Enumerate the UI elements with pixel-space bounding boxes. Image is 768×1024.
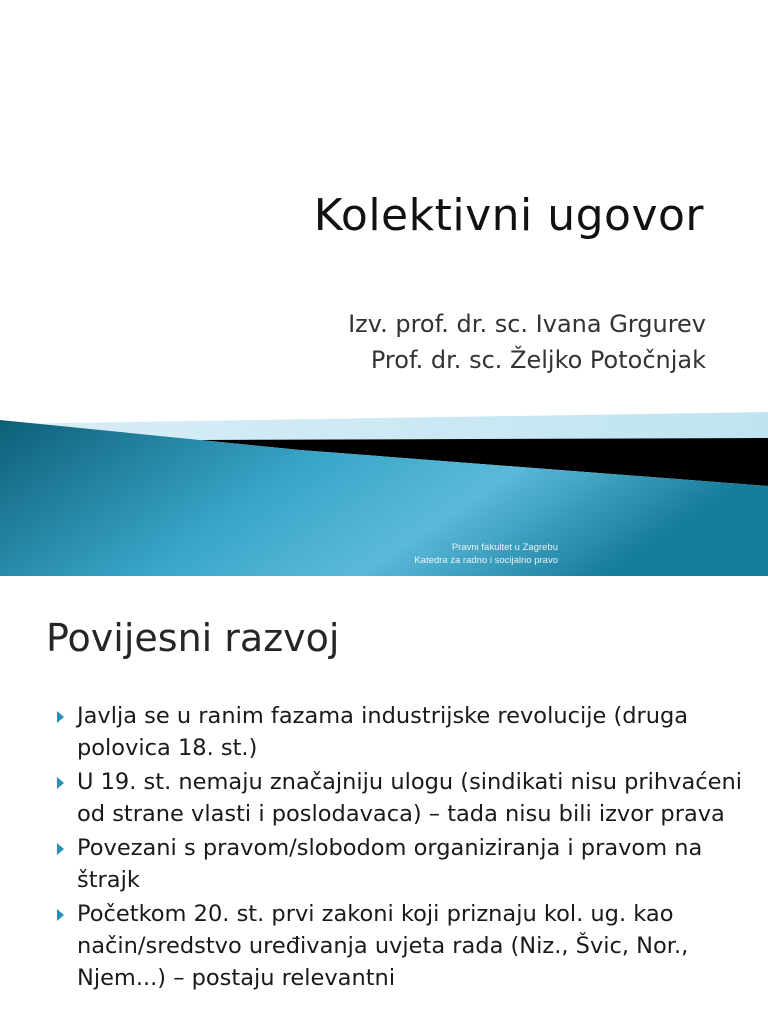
content-slide xyxy=(0,576,768,1024)
bullet-list xyxy=(52,700,752,996)
slide-title: Povijesni razvoj xyxy=(46,616,340,660)
bullet-item xyxy=(52,832,752,896)
footer-line-2: Katedra za radno i socijalno pravo xyxy=(414,555,558,566)
bullet-text: Povezani s pravom/slobodom organiziranja i pravom na štrajk xyxy=(77,835,703,893)
footer-line-1: Pravni fakultet u Zagrebu xyxy=(451,542,558,553)
bullet-arrow-icon xyxy=(57,909,64,921)
bullet-arrow-icon xyxy=(57,711,64,723)
bullet-arrow-icon xyxy=(57,777,64,789)
bullet-text: Početkom 20. st. prvi zakoni koji priznaju kol. ug. kao način/sredstvo uređivanja uvjeta rada (Niz., Švic, Nor., Njem...) – postaju relevantni xyxy=(77,901,689,991)
bullet-arrow-icon xyxy=(57,843,64,855)
authors-block xyxy=(348,306,706,378)
presentation-title: Kolektivni ugovor xyxy=(313,190,704,241)
bullet-item xyxy=(52,898,752,994)
decorative-band xyxy=(0,410,768,576)
footer-text xyxy=(414,541,558,567)
author-2: Prof. dr. sc. Željko Potočnjak xyxy=(370,346,706,374)
bullet-text: U 19. st. nemaju značajniju ulogu (sindikati nisu prihvaćeni od strane vlasti i poslodavaca) – tada nisu bili izvor prava xyxy=(77,769,743,827)
bullet-item xyxy=(52,766,752,830)
bullet-item xyxy=(52,700,752,764)
author-1: Izv. prof. dr. sc. Ivana Grgurev xyxy=(348,310,706,338)
bullet-text: Javlja se u ranim fazama industrijske revolucije (druga polovica 18. st.) xyxy=(77,703,689,761)
